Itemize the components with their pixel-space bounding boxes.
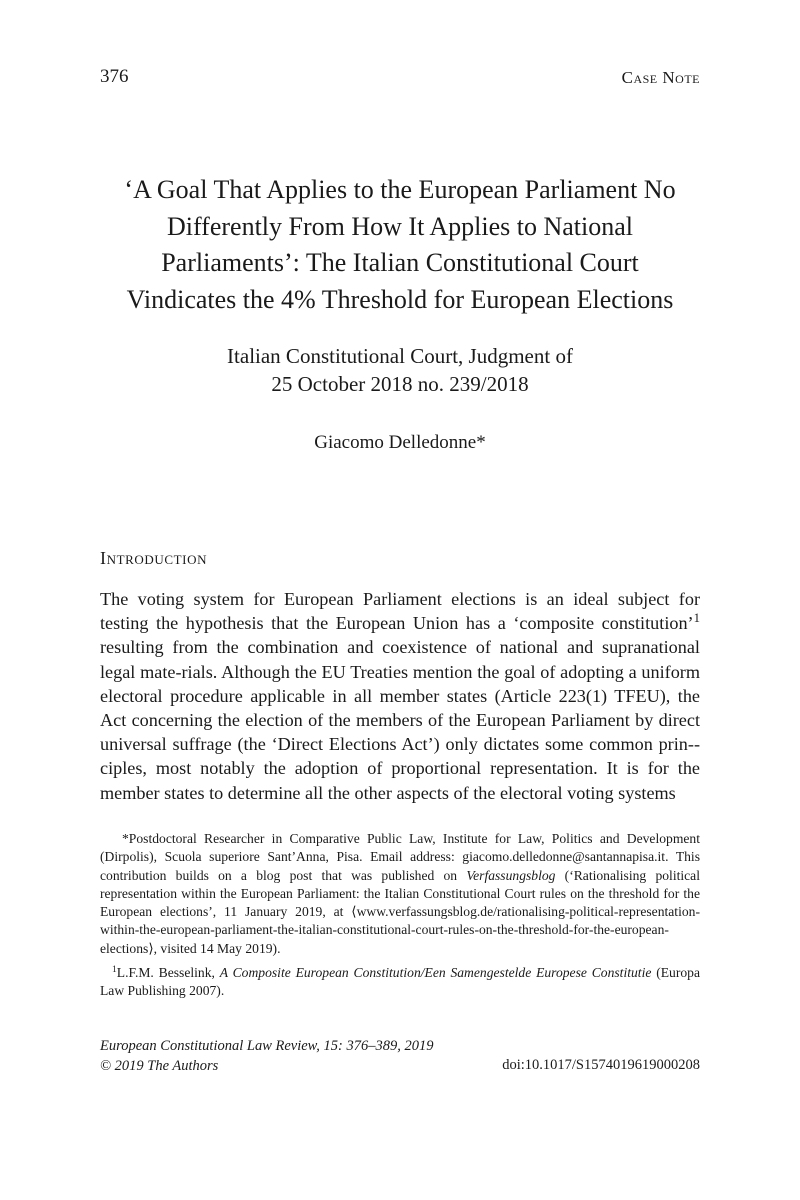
page-number: 376: [100, 66, 129, 87]
title-line: Parliaments’: The Italian Constitutional Court: [161, 248, 639, 277]
section-heading: Introduction: [100, 548, 208, 568]
footnote-author: [100, 830, 700, 958]
case-citation: [100, 342, 700, 398]
copyright: © 2019 The Authors: [100, 1057, 219, 1074]
footnote-1: [100, 964, 700, 1001]
body-paragraph: [100, 587, 700, 805]
subtitle-line: Italian Constitutional Court, Judgment of: [227, 344, 573, 368]
subtitle-line: 25 October 2018 no. 239/2018: [271, 372, 529, 396]
body-text-part: resulting from the combination and coexistence of national and supranational legal mate-rials. Although the EU Treaties mention the goal of adopting a uniform electoral procedure applicable in all member states (Article 223(1) TFEU), the Act concerning the election of the members of the European Parliament by direct universal suffrage (the ‘Direct Elections Act’) only dictates some common prin-ciples, most notably the adoption of proportional representation. It is for the member states to determine all the other aspects of the electoral voting systems: [100, 637, 700, 803]
footnote-marker: 1: [112, 964, 117, 975]
footnote-text: (‘Rationalising political representation within the European Parliament: the Italian Constitutional Court rules on the threshold for the European elections’, 11 January 2019, at ⟨www.verfassungsblog.de/rationalising-political-representation-within-the-european-parliament-the-italian-constitutional-court-rules-on-the-threshold-for-the-european-elections⟩, visited 14 May 2019).: [100, 867, 700, 956]
article-title: [100, 172, 700, 318]
footnote-italic: A Composite European Constitution/Een Samengestelde Europese Constitutie: [219, 965, 652, 980]
title-line: Vindicates the 4% Threshold for European Elections: [126, 284, 674, 314]
footnote-text: *Postdoctoral Researcher in Comparative Public Law, Institute for Law, Politics and Development (Dirpolis), Scuola superiore Sant’Anna, Pisa. Email address: giacomo.delledonne@santannapisa.it. This contribution builds on a blog post that was published on: [100, 831, 700, 883]
footnote-text: (Europa Law Publishing 2007).: [100, 965, 700, 999]
journal-citation: European Constitutional Law Review, 15: 376–389, 2019: [100, 1038, 434, 1054]
title-line: ‘A Goal That Applies to the European Parliament No: [124, 175, 676, 204]
footnote-text: L.F.M. Besselink,: [116, 965, 220, 980]
footnote-ref: 1: [693, 611, 700, 626]
title-line: Differently From How It Applies to National: [166, 211, 633, 241]
running-head: Case Note: [621, 68, 700, 87]
journal-info: [100, 1037, 434, 1076]
body-text-part: The voting system for European Parliament elections is an ideal subject for testing the hypothesis that the European Union has a ‘composite constitution’: [100, 589, 700, 634]
doi: doi:10.1017/S1574019619000208: [502, 1057, 700, 1073]
footnote-italic: Verfassungsblog: [466, 867, 556, 883]
author-name: Giacomo Delledonne*: [314, 432, 486, 453]
